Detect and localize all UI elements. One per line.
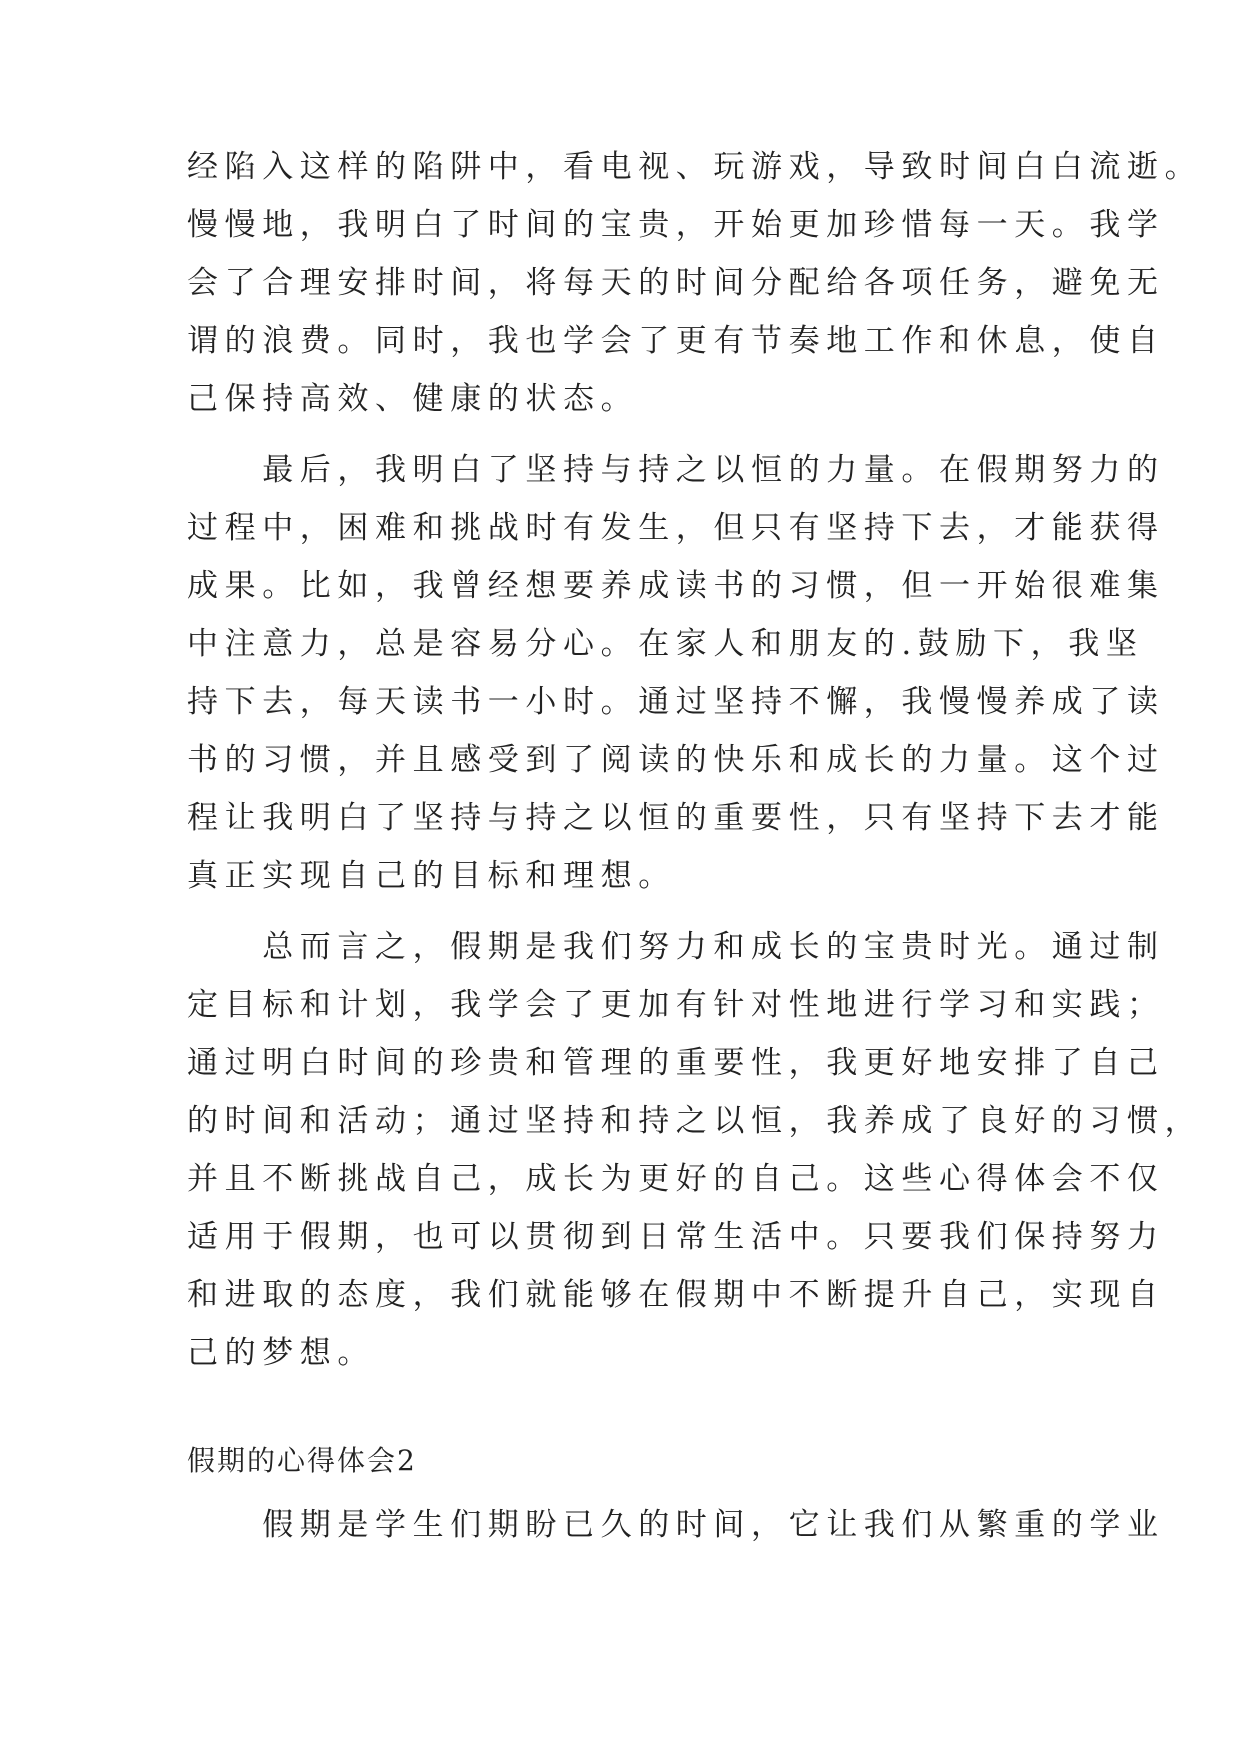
text-line: 通过明白时间的珍贵和管理的重要性，我更好地安排了自己 — [187, 1045, 1165, 1081]
text-line: 成果。比如，我曾经想要养成读书的习惯，但一开始很难集 — [187, 568, 1165, 604]
text-line: 并且不断挑战自己，成长为更好的自己。这些心得体会不仅 — [187, 1161, 1165, 1197]
text-line: 己的梦想。 — [187, 1335, 375, 1371]
text-line: 真正实现自己的目标和理想。 — [187, 858, 676, 894]
text-line: 谓的浪费。同时，我也学会了更有节奏地工作和休息，使自 — [187, 323, 1165, 359]
text-line: 会了合理安排时间，将每天的时间分配给各项任务，避免无 — [187, 265, 1165, 301]
text-line: 适用于假期，也可以贯彻到日常生活中。只要我们保持努力 — [187, 1219, 1165, 1255]
text-line: 己保持高效、健康的状态。 — [187, 381, 639, 417]
text-line: 假期是学生们期盼已久的时间，它让我们从繁重的学业 — [187, 1507, 1165, 1543]
text-line: 慢慢地，我明白了时间的宝贵，开始更加珍惜每一天。我学 — [187, 207, 1165, 243]
text-line: 过程中，困难和挑战时有发生，但只有坚持下去，才能获得 — [187, 510, 1165, 546]
text-line: 定目标和计划，我学会了更加有针对性地进行学习和实践； — [187, 987, 1165, 1023]
section-heading: 假期的心得体会2 — [187, 1444, 417, 1477]
text-line: 书的习惯，并且感受到了阅读的快乐和成长的力量。这个过 — [187, 742, 1165, 778]
text-line: 中注意力，总是容易分心。在家人和朋友的.鼓励下，我坚 — [187, 626, 1144, 662]
text-line: 最后，我明白了坚持与持之以恒的力量。在假期努力的 — [187, 452, 1165, 488]
text-line: 和进取的态度，我们就能够在假期中不断提升自己，实现自 — [187, 1277, 1165, 1313]
text-line: 的时间和活动；通过坚持和持之以恒，我养成了良好的习惯， — [187, 1103, 1203, 1139]
text-line: 持下去，每天读书一小时。通过坚持不懈，我慢慢养成了读 — [187, 684, 1165, 720]
text-line: 程让我明白了坚持与持之以恒的重要性，只有坚持下去才能 — [187, 800, 1165, 836]
text-line: 总而言之，假期是我们努力和成长的宝贵时光。通过制 — [187, 929, 1165, 965]
text-line: 经陷入这样的陷阱中，看电视、玩游戏，导致时间白白流逝。 — [187, 149, 1203, 185]
